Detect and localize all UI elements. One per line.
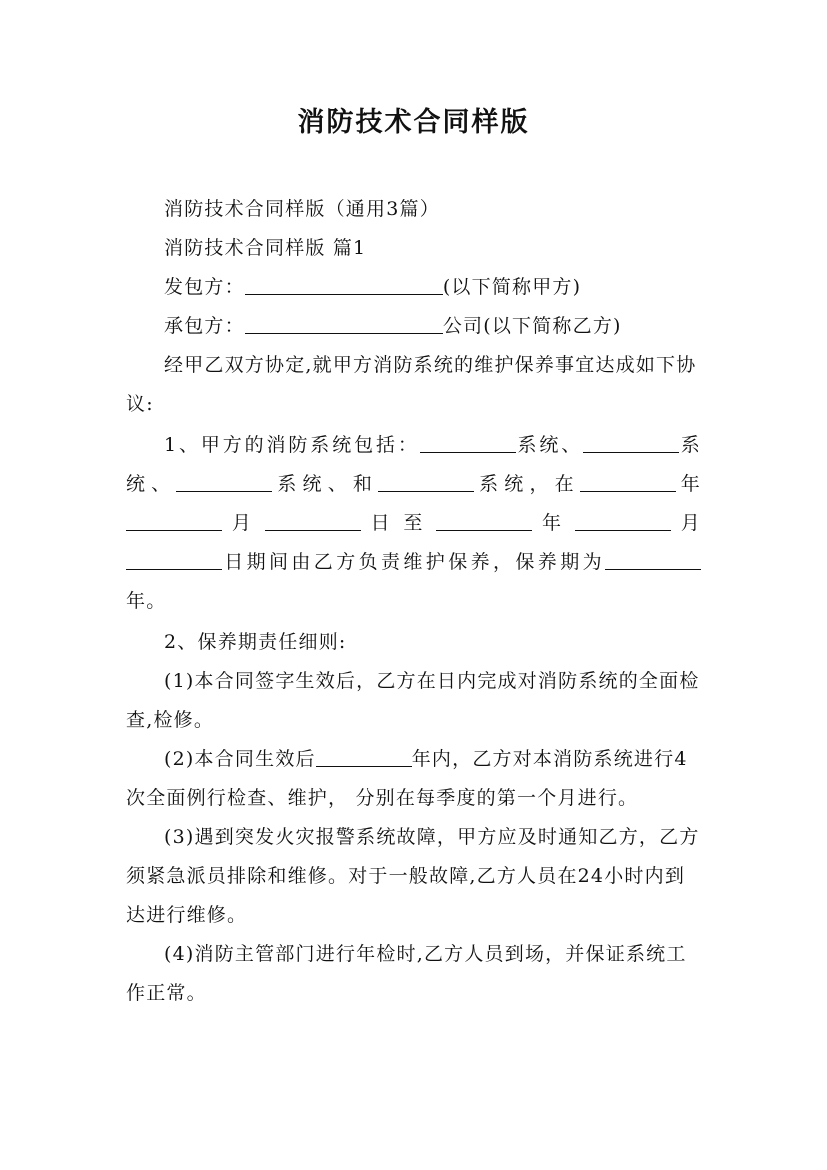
party-b-suffix: 公司(以下简称乙方) (442, 315, 622, 337)
clause-2-item-1: (1)本合同签字生效后，乙方在日内完成对消防系统的全面检查,检修。 (126, 670, 700, 731)
blank (176, 472, 272, 492)
clause-2-item-2-text: (2)本合同生效后 (164, 748, 316, 770)
blank (580, 472, 676, 492)
intro-paragraph: 经甲乙双方协定,就甲方消防系统的维护保养事宜达成如下协议: (126, 354, 697, 415)
blank (583, 433, 679, 453)
document-body (126, 190, 701, 1013)
clause-1-text: 日期间由乙方负责维护保养，保养期为 (222, 551, 605, 573)
clause-1-text: 系统、 (126, 434, 701, 495)
clause-1 (126, 426, 701, 621)
blank (420, 433, 516, 453)
blank (126, 550, 222, 570)
clause-1-text: 月 (680, 512, 701, 534)
party-a-blank (245, 275, 443, 295)
part-heading: 消防技术合同样版 篇1 (164, 237, 367, 259)
party-b-line (126, 307, 701, 346)
clause-2-heading: 2、保养期责任细则: (164, 631, 347, 653)
clause-1-text: 系统，在 (474, 473, 580, 495)
clause-1-prefix: 1、甲方的消防系统包括： (164, 434, 420, 456)
clause-1-text: 月 (231, 512, 255, 534)
clause-2-item-3: (3)遇到突发火灾报警系统故障，甲方应及时通知乙方，乙方须紧急派员排除和维修。对于一般故障,乙方人员在24小时内到达进行维修。 (126, 826, 700, 926)
blank (316, 747, 412, 767)
clause-2-item-2 (126, 740, 701, 818)
clause-1-text: 年。 (126, 590, 167, 612)
blank (575, 511, 671, 531)
clause-1-text: 系统、和 (272, 473, 379, 495)
document-title: 消防技术合同样版 (297, 107, 530, 138)
clause-1-text: 年 (542, 512, 565, 534)
blank (605, 550, 701, 570)
blank (378, 472, 474, 492)
party-a-suffix: (以下简称甲方) (442, 276, 582, 298)
clause-1-text: 年 (675, 473, 701, 495)
clause-2-item-2-text: 年内，乙方对本消防系统进行4次全面例行检查、维护， 分别在每季度的第一个月进行。 (126, 748, 688, 809)
subtitle: 消防技术合同样版（通用3篇） (164, 198, 440, 220)
party-a-label: 发包方： (164, 276, 245, 298)
party-b-blank (245, 314, 443, 334)
clause-1-text: 系统、 (515, 434, 584, 456)
blank (265, 511, 361, 531)
party-a-line (126, 268, 701, 307)
blank (436, 511, 532, 531)
clause-2-item-4: (4)消防主管部门进行年检时,乙方人员到场，并保证系统工作正常。 (126, 943, 687, 1004)
party-b-label: 承包方： (164, 315, 245, 337)
blank (126, 511, 222, 531)
clause-1-text: 日 至 (370, 512, 427, 534)
